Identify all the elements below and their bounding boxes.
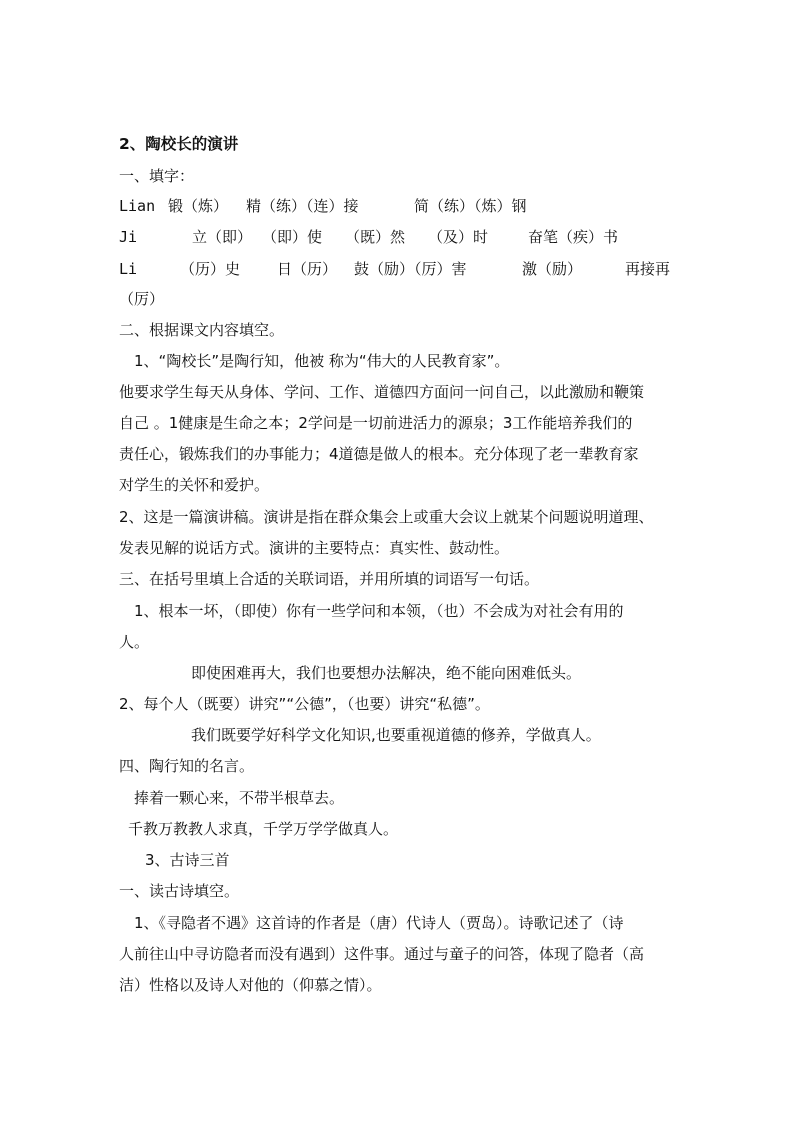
lian-word-3: 简（练）（炼）钢 xyxy=(414,197,527,215)
ji-word-2: （即）使 xyxy=(262,228,323,246)
lian-word-1: 锻（炼） xyxy=(168,197,229,215)
li-word-2: 日（历） xyxy=(277,260,338,278)
conjunction-q1-answer: 即使困难再大，我们也要想办法解决，绝不能向困难低头。 xyxy=(191,664,582,682)
pinyin-lian: Lian xyxy=(119,197,156,215)
li-word-3: 鼓（励）（厉）害 xyxy=(354,260,467,278)
conjunction-q1-line-2: 人。 xyxy=(119,633,150,651)
conjunction-heading: 三、在括号里填上合适的关联词语，并用所填的词语写一句话。 xyxy=(119,570,540,588)
ji-word-5: 奋笔（疾）书 xyxy=(528,228,619,246)
ji-word-4: （及）时 xyxy=(428,228,489,246)
question-2-line-1: 2、这是一篇演讲稿。演讲是指在群众集会上或重大会议上就某个问题说明道理、 xyxy=(119,508,654,526)
poem-q1-line-1: 1、《寻隐者不遇》这首诗的作者是（唐）代诗人（贾岛）。诗歌记述了（诗 xyxy=(134,914,624,932)
poem-fill-heading: 一、读古诗填空。 xyxy=(119,882,240,900)
question-2-line-2: 发表见解的说话方式。演讲的主要特点：真实性、鼓动性。 xyxy=(119,539,510,557)
li-word-1: （历）史 xyxy=(180,260,241,278)
pinyin-li: Li xyxy=(119,260,138,278)
lian-word-2: 精（练）（连）接 xyxy=(246,197,359,215)
quote-1: 捧着一颗心来，不带半根草去。 xyxy=(134,789,345,807)
li-word-5: 再接再 xyxy=(625,260,671,278)
question-1-line-5: 对学生的关怀和爱护。 xyxy=(119,476,270,494)
li-word-4: 激（励） xyxy=(522,260,583,278)
ji-word-3: （既）然 xyxy=(345,228,406,246)
pinyin-ji: Ji xyxy=(119,228,138,246)
fill-in-heading: 一、填字： xyxy=(119,167,195,185)
li-word-5-continued: （厉） xyxy=(119,290,165,308)
section-title-three-ancient-poems: 3、古诗三首 xyxy=(145,851,230,869)
fill-from-text-heading: 二、根据课文内容填空。 xyxy=(119,321,285,339)
ji-word-1: 立（即） xyxy=(192,228,253,246)
question-1-line-4: 责任心，锻炼我们的办事能力；4道德是做人的根本。充分体现了老一辈教育家 xyxy=(119,445,639,463)
question-1-line-1: 1、“陶校长”是陶行知，他被 称为“伟大的人民教育家”。 xyxy=(134,352,510,370)
famous-quotes-heading: 四、陶行知的名言。 xyxy=(119,757,255,775)
conjunction-q2-answer: 我们既要学好科学文化知识,也要重视道德的修养，学做真人。 xyxy=(191,726,601,744)
conjunction-q1-line-1: 1、根本一坏，（即使）你有一些学问和本领，（也）不会成为对社会有用的 xyxy=(134,602,624,620)
conjunction-q2: 2、每个人（既要）讲究”“公德”，（也要）讲究“私德”。 xyxy=(119,695,490,713)
section-title-tao-principal-speech: 2、陶校长的演讲 xyxy=(119,135,239,153)
question-1-line-3: 自己 。1健康是生命之本；2学问是一切前进活力的源泉；3工作能培养我们的 xyxy=(119,414,633,432)
quote-2: 千教万教教人求真，千学万学学做真人。 xyxy=(128,820,399,838)
poem-q1-line-2: 人前往山中寻访隐者而没有遇到）这件事。通过与童子的问答，体现了隐者（高 xyxy=(119,945,645,963)
question-1-line-2: 他要求学生每天从身体、学问、工作、道德四方面问一问自己，以此激励和鞭策 xyxy=(119,383,645,401)
poem-q1-line-3: 洁）性格以及诗人对他的（仰慕之情）。 xyxy=(119,976,382,994)
